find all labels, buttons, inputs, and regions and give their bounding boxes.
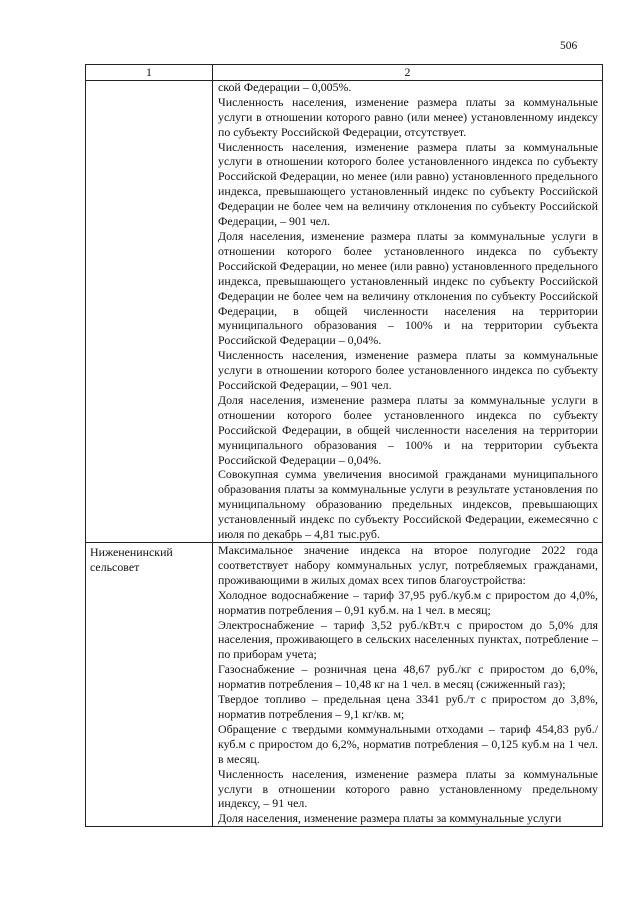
column-header-1: 1 (86, 65, 213, 81)
paragraph: Доля населения, изменение размера платы за коммунальные услуги в отношении которого более установленного индекса по субъекту Российской Федерации, но менее (или равно) установленного предельного индекса, превышающего установленный индекс по субъекту Российской Федерации не более чем на величину отклонения по субъекту Российской Федерации, в общей численности населения на территории муниципального образования – 100% и на территории субъекта Российской Федерации – 0,04%. (218, 228, 598, 348)
paragraph: Максимальное значение индекса на второе полугодие 2022 года соответствует набору коммунальных услуг, потребляемых гражданами, проживающими в жилых домах всех типов благоустройства: (218, 543, 598, 587)
paragraph: Численность населения, изменение размера платы за коммунальные услуги в отношении которого более установленного индекса по субъекту Российской Федерации, но менее (или равно) установленного предельного индекса, превышающего установленный индекс по субъекту Российской Федерации не более чем на величину отклонения по субъекту Российской Федерации, – 901 чел. (218, 139, 598, 229)
paragraph: Численность населения, изменение размера платы за коммунальные услуги в отношении которого более установленного индекса по субъекту Российской Федерации, – 901 чел. (218, 348, 598, 393)
table-header-row (86, 65, 603, 81)
paragraph: Численность населения, изменение размера платы за коммунальные услуги в отношении которого равно (или менее) установленному индексу по субъекту Российской Федерации, отсутствует. (218, 94, 598, 139)
paragraph: Численность населения, изменение размера платы за коммунальные услуги в отношении которого равно установленному предельному индексу, – 91 чел. (218, 766, 598, 811)
paragraph: Газоснабжение – розничная цена 48,67 руб./кг с приростом до 6,0%, норматив потребления – 10,48 кг на 1 чел. в месяц (сжиженный газ); (218, 662, 598, 692)
paragraph: Доля населения, изменение размера платы за коммунальные услуги в отношении которого более установленного индекса по субъекту Российской Федерации, в общей численности населения на территории муниципального образования – 100% и на территории субъекта Российской Федерации – 0,04%. (218, 392, 598, 467)
row-label: Нижененинский сельсовет (86, 543, 213, 827)
paragraph: Совокупная сумма увеличения вносимой гражданами муниципального образования платы за коммунальные услуги в результате установления по муниципальному образованию предельных индексов, превышающих установленный индекс по субъекту Российской Федерации, ежемесячно с июля по декабрь – 4,81 тыс.руб. (218, 467, 598, 542)
row-content (213, 543, 603, 827)
paragraph: Обращение с твердыми коммунальными отходами – тариф 454,83 руб./куб.м с приростом до 6,2%, норматив потребления – 0,125 куб.м на 1 чел. в месяц. (218, 721, 598, 766)
table-row (86, 543, 603, 827)
paragraph: Твердое топливо – предельная цена 3341 руб./т с приростом до 3,8%, норматив потребления – 9,1 кг/кв. м; (218, 692, 598, 721)
document-table (85, 64, 603, 827)
paragraph: Холодное водоснабжение – тариф 37,95 руб./куб.м с приростом до 4,0%, норматив потребления – 0,91 куб.м. на 1 чел. в месяц; (218, 587, 598, 617)
paragraph: ской Федерации – 0,005%. (218, 79, 352, 94)
paragraph: Электроснабжение – тариф 3,52 руб./кВт.ч с приростом до 5,0% для населения, проживающего в сельских населенных пунктах, потребление – по приборам учета; (218, 617, 598, 662)
row-content (213, 80, 603, 542)
column-header-2: 2 (213, 65, 603, 81)
row-label (86, 80, 213, 542)
paragraph: Доля населения, изменение размера платы за коммунальные услуги (218, 811, 562, 826)
table-row (86, 80, 603, 542)
page-number: 506 (560, 40, 578, 52)
